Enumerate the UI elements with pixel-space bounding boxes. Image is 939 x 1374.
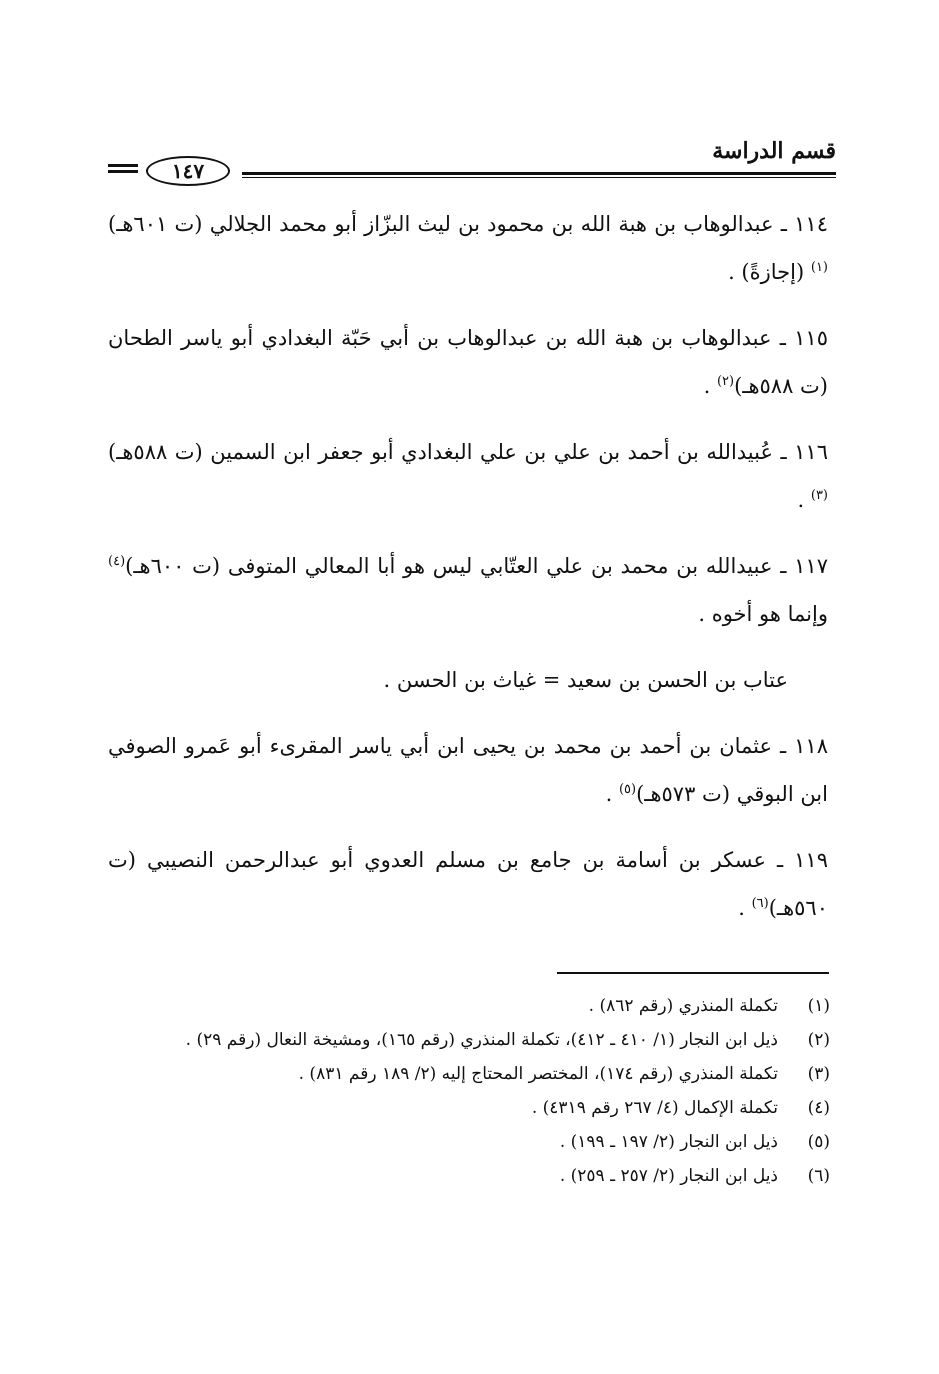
page-body: [108, 200, 828, 950]
entry-tail: .: [738, 896, 752, 920]
header-rule-thick: [242, 172, 836, 175]
footnote-ref: (٣): [810, 488, 828, 503]
footnote-number: (٢): [807, 1030, 830, 1050]
entry-tail: .: [703, 374, 717, 398]
entry-text: ١١٥ ـ عبدالوهاب بن هبة الله بن عبدالوهاب بن أبي حَبّة البغدادي أبو ياسر الطحان (ت ٥٨٨هـ): [108, 326, 828, 398]
footnote-number: (٦): [807, 1166, 830, 1186]
footnote-6: [108, 1160, 830, 1192]
footnote-ref: (١): [810, 260, 828, 275]
footnote-number: (١): [807, 996, 830, 1016]
entry-text: ١١٧ ـ عبيدالله بن محمد بن علي العتّابي ليس هو أبا المعالي المتوفى (ت ٦٠٠هـ): [125, 554, 828, 578]
footnote-number: (٥): [807, 1132, 830, 1152]
footnote-ref: (٦): [751, 896, 769, 911]
section-title: قسم الدراسة: [712, 138, 836, 164]
footnote-ref: (٤): [108, 554, 126, 569]
entry-119: [108, 836, 828, 932]
footnote-text: ذيل ابن النجار (٢/ ٢٥٧ ـ ٢٥٩) .: [559, 1166, 778, 1186]
entry-tail: .: [797, 488, 811, 512]
entry-tail: وإنما هو أخوه .: [698, 602, 828, 626]
page-header: [108, 132, 836, 182]
footnote-text: ذيل ابن النجار (١/ ٤١٠ ـ ٤١٢)، تكملة المنذري (رقم ١٦٥)، ومشيخة النعال (رقم ٢٩) .: [185, 1030, 778, 1050]
cross-reference: عتاب بن الحسن بن سعيد = غياث بن الحسن .: [383, 668, 788, 692]
footnotes: [108, 990, 830, 1194]
entry-118: [108, 722, 828, 818]
entry-114: [108, 200, 828, 296]
entry-text: ١١٩ ـ عسكر بن أسامة بن جامع بن مسلم العدوي أبو عبدالرحمن النصيبي (ت ٥٦٠هـ): [108, 848, 828, 920]
header-rule-thin: [242, 177, 836, 178]
footnote-separator: [557, 972, 829, 974]
footnote-text: تكملة المنذري (رقم ١٧٤)، المختصر المحتاج إليه (٢/ ١٨٩ رقم ٨٣١) .: [298, 1064, 778, 1084]
footnote-1: [108, 990, 830, 1022]
footnote-2: [108, 1024, 830, 1056]
footnote-text: ذيل ابن النجار (٢/ ١٩٧ ـ ١٩٩) .: [559, 1132, 778, 1152]
entry-text: ١١٦ ـ عُبيدالله بن أحمد بن علي بن علي البغدادي أبو جعفر ابن السمين (ت ٥٨٨هـ): [108, 440, 828, 464]
footnote-number: (٤): [807, 1098, 830, 1118]
footnote-text: تكملة الإكمال (٤/ ٢٦٧ رقم ٤٣١٩) .: [531, 1098, 778, 1118]
entry-115: [108, 314, 828, 410]
footnote-4: [108, 1092, 830, 1124]
footnote-ref: (٢): [716, 374, 735, 389]
footnote-3: [108, 1058, 830, 1090]
entry-tail: .: [605, 782, 619, 806]
entry-text: ١١٤ ـ عبدالوهاب بن هبة الله بن محمود بن ليث البزّاز أبو محمد الجلالي (ت ٦٠١هـ): [108, 212, 828, 236]
entry-116: [108, 428, 828, 524]
page-number: ١٤٧: [146, 156, 230, 186]
footnote-5: [108, 1126, 830, 1158]
header-ornament-lines: [108, 164, 138, 176]
footnote-text: تكملة المنذري (رقم ٨٦٢) .: [588, 996, 778, 1016]
entry-117: [108, 542, 828, 638]
footnote-number: (٣): [807, 1064, 830, 1084]
entry-tail: (إجازةً) .: [728, 260, 811, 284]
footnote-ref: (٥): [618, 782, 637, 797]
entry-text: ١١٨ ـ عثمان بن أحمد بن محمد بن يحيى ابن أبي ياسر المقرىء أبو عَمرو الصوفي ابن البوقي (ت ٥٧٣هـ): [108, 734, 828, 806]
